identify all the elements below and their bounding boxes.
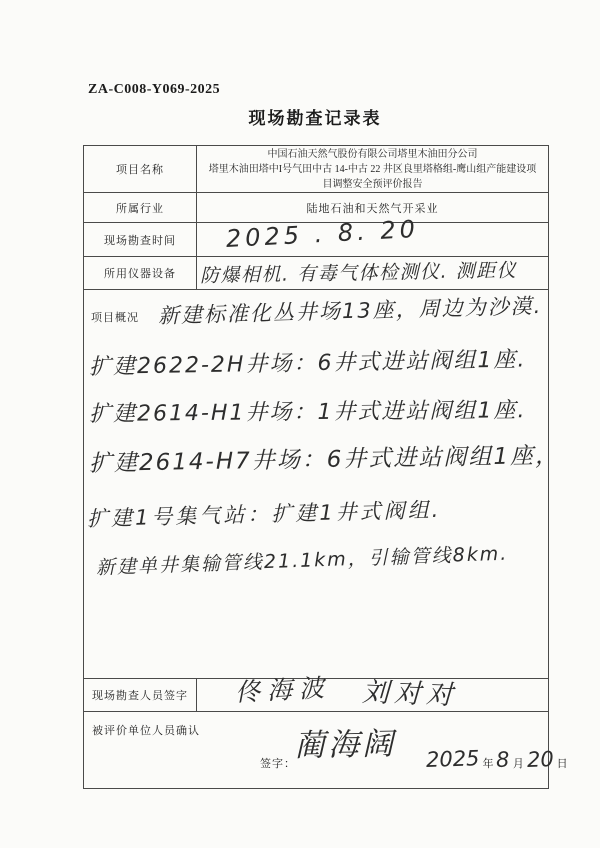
handwritten-overview-line: 扩建2622-2H井场：6井式进站阀组1座. (88, 347, 527, 380)
overview-label: 项目概况 (91, 312, 139, 324)
row-surveyor-signatures (84, 672, 548, 712)
year-unit-label: 年 (482, 758, 494, 770)
equipment-label: 所用仪器设备 (84, 257, 197, 289)
surveyor-signatures-value (197, 672, 548, 712)
survey-record-table (83, 145, 568, 789)
handwritten-day: 20 (526, 747, 554, 772)
confirmation-date (426, 748, 571, 772)
sign-prefix-label: 签字： (260, 758, 296, 770)
handwritten-overview-line: 新建标准化丛井场13座，周边为沙漠. (157, 293, 543, 328)
industry-label: 所属行业 (84, 193, 197, 222)
row-confirmation (84, 712, 568, 788)
handwritten-signature: 佟海波 (234, 672, 332, 707)
row-industry (84, 193, 548, 223)
document-number: ZA-C008-Y069-2025 (88, 82, 221, 97)
project-name-line: 目调整安全预评价报告 (322, 178, 423, 190)
handwritten-confirm-signature: 蔺海阔 (293, 726, 397, 764)
form-title: 现场勘查记录表 (248, 109, 382, 128)
row-survey-time (84, 214, 548, 257)
row-project-name (84, 146, 548, 193)
month-unit-label: 月 (512, 758, 524, 770)
handwritten-overview-line: 扩建2614-H1井场：1井式进站阀组1座. (88, 398, 527, 427)
survey-time-value (197, 214, 548, 256)
day-unit-label: 日 (556, 758, 568, 770)
project-name-line: 中国石油天然气股份有限公司塔里木油田分公司 (267, 148, 478, 160)
industry-value: 陆地石油和天然气开采业 (306, 202, 439, 215)
handwritten-overview-line: 新建单井集输管线21.1km，引输管线8km. (95, 542, 509, 579)
handwritten-year: 2025 (425, 746, 480, 772)
equipment-value (197, 257, 548, 289)
surveyor-signatures-label: 现场勘查人员签字 (84, 679, 197, 711)
project-name-label: 项目名称 (84, 146, 197, 192)
handwritten-survey-date: 2025 . 8. 20 (225, 214, 420, 253)
row-project-overview (84, 290, 561, 679)
survey-time-label: 现场勘查时间 (84, 223, 197, 256)
project-name-line: 塔里木油田塔中I号气田中古 14-中古 22 井区良里塔格组-鹰山组产能建设项 (208, 163, 537, 175)
handwritten-signature: 刘对对 (361, 677, 459, 712)
project-name-value (197, 146, 548, 192)
handwritten-overview-line: 扩建2614-H7井场：6井式进站阀组1座， (88, 442, 561, 477)
confirmation-label: 被评价单位人员确认 (92, 725, 200, 737)
handwritten-month: 8 (496, 747, 511, 772)
handwritten-equipment: 防爆相机. 有毒气体检测仪. 测距仪 (199, 259, 518, 287)
handwritten-overview-line: 扩建1号集气站：扩建1井式阀组. (86, 497, 442, 531)
row-equipment (84, 257, 548, 290)
